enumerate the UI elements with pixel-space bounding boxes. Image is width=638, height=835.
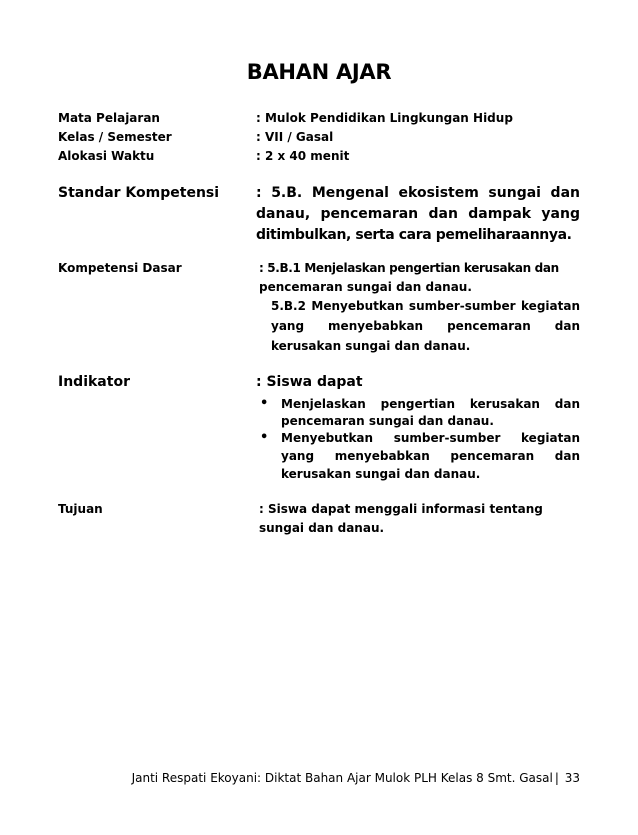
- tujuan-line: : Siswa dapat menggali informasi tentang: [259, 502, 543, 516]
- alokasi-waktu-label: Alokasi Waktu: [58, 149, 155, 163]
- page-number: 33: [564, 771, 580, 785]
- kompetensi-dasar-line: 5.B.2 Menyebutkan sumber-sumber kegiatan: [271, 299, 580, 313]
- indikator-label: Indikator: [58, 374, 130, 390]
- footer-separator: |: [554, 771, 559, 785]
- tujuan-label: Tujuan: [58, 502, 103, 516]
- standar-kompetensi-line: : 5.B. Mengenal ekosistem sungai dan: [256, 185, 580, 201]
- standar-kompetensi-label: Standar Kompetensi: [58, 185, 220, 201]
- indikator-line: pencemaran sungai dan danau.: [281, 414, 494, 428]
- mata-pelajaran-value: : Mulok Pendidikan Lingkungan Hidup: [256, 111, 513, 125]
- tujuan-line: sungai dan danau.: [259, 521, 385, 535]
- kelas-semester-value: : VII / Gasal: [256, 130, 334, 144]
- page-title: BAHAN AJAR: [246, 60, 392, 84]
- alokasi-waktu-value: : 2 x 40 menit: [256, 149, 350, 163]
- kompetensi-dasar-line: pencemaran sungai dan danau.: [259, 280, 472, 294]
- kompetensi-dasar-line: kerusakan sungai dan danau.: [271, 339, 471, 353]
- indikator-intro: : Siswa dapat: [256, 374, 363, 390]
- indikator-line: yang menyebabkan pencemaran dan: [281, 449, 580, 463]
- indikator-line: kerusakan sungai dan danau.: [281, 467, 481, 481]
- kompetensi-dasar-line: : 5.B.1 Menjelaskan pengertian kerusakan dan: [259, 261, 559, 275]
- kompetensi-dasar-label: Kompetensi Dasar: [58, 261, 182, 275]
- bullet-icon: •: [260, 396, 269, 411]
- indikator-line: Menjelaskan pengertian kerusakan dan: [281, 397, 580, 411]
- kelas-semester-label: Kelas / Semester: [58, 130, 172, 144]
- standar-kompetensi-line: danau, pencemaran dan dampak yang: [256, 206, 580, 222]
- standar-kompetensi-line: ditimbulkan, serta cara pemeliharaannya.: [256, 227, 572, 243]
- page-footer: [132, 771, 580, 785]
- indikator-line: Menyebutkan sumber-sumber kegiatan: [281, 431, 580, 445]
- footer-text: Janti Respati Ekoyani: Diktat Bahan Ajar Mulok PLH Kelas 8 Smt. Gasal: [131, 771, 553, 785]
- bullet-icon: •: [260, 430, 269, 445]
- kompetensi-dasar-line: yang menyebabkan pencemaran dan: [271, 319, 580, 333]
- mata-pelajaran-label: Mata Pelajaran: [58, 111, 160, 125]
